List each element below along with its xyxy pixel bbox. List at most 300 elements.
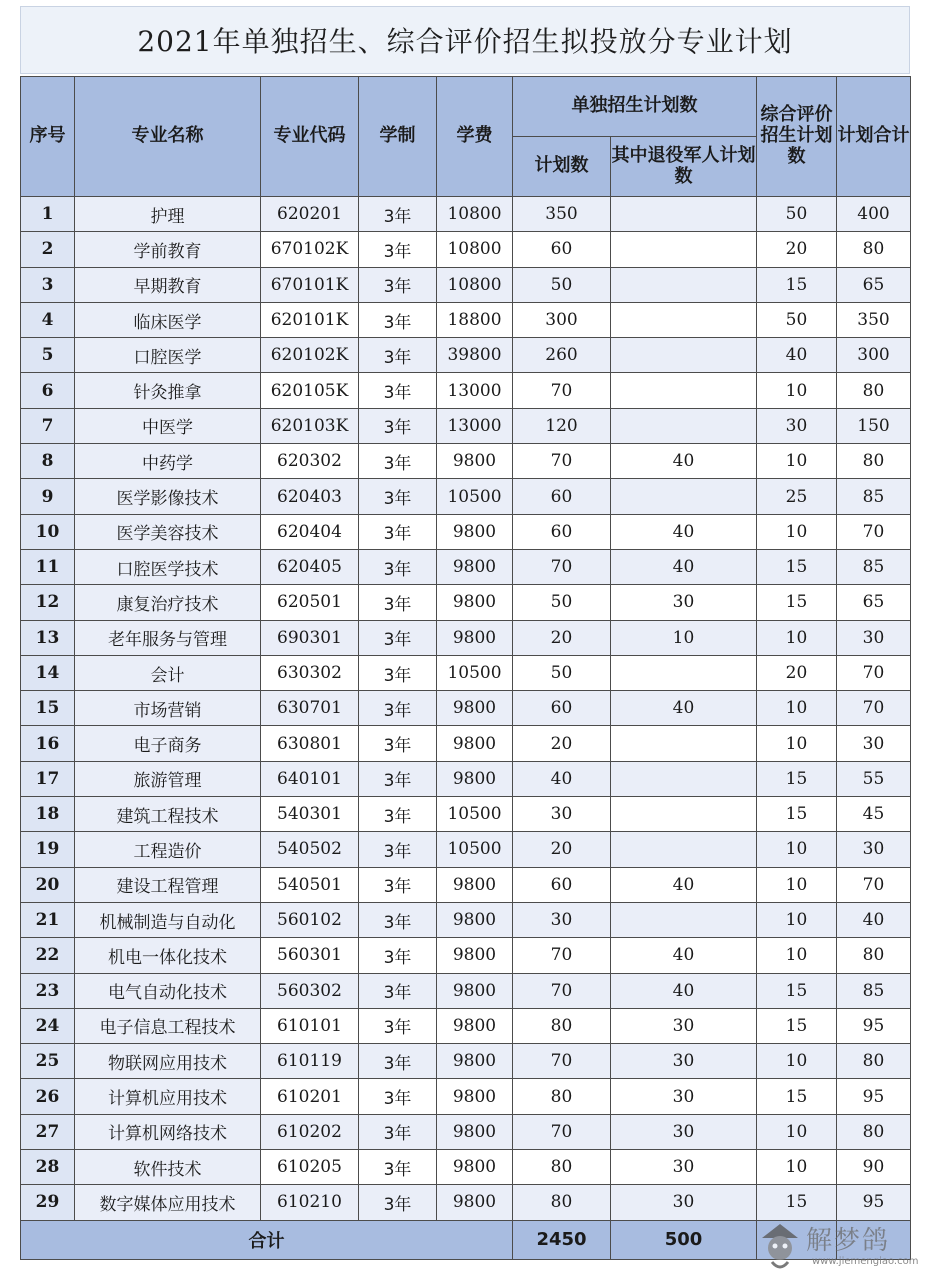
cell-comprehensive: 50 [757, 302, 837, 337]
table-row [21, 338, 911, 373]
cell-duration: 3年 [359, 1044, 437, 1079]
cell-duration: 3年 [359, 197, 437, 232]
cell-plan: 20 [513, 726, 611, 761]
cell-plan: 30 [513, 902, 611, 937]
cell-plan: 60 [513, 479, 611, 514]
cell-major-name: 工程造价 [75, 832, 261, 867]
header-veteran: 其中退役军人计划数 [611, 137, 757, 197]
cell-major-code: 620102K [261, 338, 359, 373]
cell-index: 19 [21, 832, 75, 867]
cell-duration: 3年 [359, 514, 437, 549]
cell-major-code: 620105K [261, 373, 359, 408]
cell-duration: 3年 [359, 549, 437, 584]
cell-comprehensive: 15 [757, 549, 837, 584]
header-fee: 学费 [437, 77, 513, 197]
cell-plan: 120 [513, 408, 611, 443]
cell-index: 2 [21, 232, 75, 267]
table-row [21, 1008, 911, 1043]
cell-total: 85 [837, 479, 911, 514]
cell-major-code: 610202 [261, 1114, 359, 1149]
cell-major-name: 电子商务 [75, 726, 261, 761]
cell-plan: 300 [513, 302, 611, 337]
cell-index: 28 [21, 1150, 75, 1185]
cell-major-code: 560102 [261, 902, 359, 937]
cell-major-name: 早期教育 [75, 267, 261, 302]
table-row [21, 1114, 911, 1149]
cell-fee: 10800 [437, 267, 513, 302]
cell-index: 24 [21, 1008, 75, 1043]
cell-duration: 3年 [359, 832, 437, 867]
table-row [21, 302, 911, 337]
cell-plan: 70 [513, 444, 611, 479]
cell-veteran [611, 197, 757, 232]
cell-fee: 9800 [437, 902, 513, 937]
cell-plan: 80 [513, 1008, 611, 1043]
cell-fee: 9800 [437, 867, 513, 902]
cell-veteran: 30 [611, 1079, 757, 1114]
cell-veteran [611, 726, 757, 761]
cell-plan: 40 [513, 761, 611, 796]
page-title: 2021年单独招生、综合评价招生拟投放分专业计划 [20, 6, 910, 74]
cell-veteran: 30 [611, 1185, 757, 1220]
cell-duration: 3年 [359, 938, 437, 973]
cell-fee: 10800 [437, 197, 513, 232]
cell-veteran [611, 479, 757, 514]
cell-veteran: 30 [611, 1008, 757, 1043]
cell-major-name: 医学美容技术 [75, 514, 261, 549]
header-name: 专业名称 [75, 77, 261, 197]
cell-major-name: 会计 [75, 655, 261, 690]
cell-comprehensive: 10 [757, 938, 837, 973]
cell-duration: 3年 [359, 655, 437, 690]
cell-comprehensive: 10 [757, 832, 837, 867]
cell-veteran [611, 761, 757, 796]
cell-total: 400 [837, 197, 911, 232]
cell-fee: 18800 [437, 302, 513, 337]
cell-veteran [611, 338, 757, 373]
cell-duration: 3年 [359, 1150, 437, 1185]
cell-major-name: 计算机网络技术 [75, 1114, 261, 1149]
cell-duration: 3年 [359, 479, 437, 514]
cell-index: 14 [21, 655, 75, 690]
cell-fee: 10500 [437, 479, 513, 514]
cell-comprehensive: 15 [757, 797, 837, 832]
cell-plan: 350 [513, 197, 611, 232]
footer-veteran: 500 [611, 1220, 757, 1259]
cell-veteran: 40 [611, 514, 757, 549]
cell-fee: 9800 [437, 1185, 513, 1220]
cell-fee: 9800 [437, 1044, 513, 1079]
cell-comprehensive: 10 [757, 1044, 837, 1079]
enrollment-plan-table [20, 76, 911, 1260]
cell-plan: 20 [513, 832, 611, 867]
cell-fee: 9800 [437, 691, 513, 726]
cell-total: 30 [837, 726, 911, 761]
cell-plan: 260 [513, 338, 611, 373]
cell-fee: 9800 [437, 938, 513, 973]
cell-major-name: 市场营销 [75, 691, 261, 726]
cell-major-code: 610119 [261, 1044, 359, 1079]
cell-major-code: 670101K [261, 267, 359, 302]
header-single-group: 单独招生计划数 [513, 77, 757, 137]
cell-index: 25 [21, 1044, 75, 1079]
table-row [21, 832, 911, 867]
cell-index: 29 [21, 1185, 75, 1220]
table-row [21, 444, 911, 479]
cell-veteran: 30 [611, 1114, 757, 1149]
cell-major-name: 电子信息工程技术 [75, 1008, 261, 1043]
cell-major-name: 学前教育 [75, 232, 261, 267]
cell-comprehensive: 30 [757, 408, 837, 443]
table-row [21, 620, 911, 655]
cell-veteran [611, 797, 757, 832]
cell-fee: 13000 [437, 373, 513, 408]
cell-veteran: 10 [611, 620, 757, 655]
cell-fee: 9800 [437, 585, 513, 620]
cell-plan: 80 [513, 1079, 611, 1114]
cell-total: 85 [837, 973, 911, 1008]
cell-veteran: 40 [611, 938, 757, 973]
cell-major-code: 620101K [261, 302, 359, 337]
cell-major-name: 中医学 [75, 408, 261, 443]
cell-comprehensive: 10 [757, 1114, 837, 1149]
cell-index: 27 [21, 1114, 75, 1149]
cell-major-code: 610210 [261, 1185, 359, 1220]
table-row [21, 1185, 911, 1220]
cell-comprehensive: 15 [757, 1079, 837, 1114]
cell-major-code: 540501 [261, 867, 359, 902]
cell-major-code: 620501 [261, 585, 359, 620]
table-row [21, 973, 911, 1008]
cell-comprehensive: 25 [757, 479, 837, 514]
cell-plan: 70 [513, 973, 611, 1008]
cell-total: 80 [837, 232, 911, 267]
cell-total: 80 [837, 444, 911, 479]
cell-major-code: 690301 [261, 620, 359, 655]
cell-total: 95 [837, 1185, 911, 1220]
cell-major-code: 620403 [261, 479, 359, 514]
cell-veteran: 30 [611, 585, 757, 620]
cell-major-name: 针灸推拿 [75, 373, 261, 408]
cell-major-code: 610201 [261, 1079, 359, 1114]
cell-veteran [611, 267, 757, 302]
cell-duration: 3年 [359, 338, 437, 373]
cell-veteran: 40 [611, 691, 757, 726]
cell-total: 70 [837, 655, 911, 690]
cell-veteran [611, 373, 757, 408]
cell-veteran [611, 302, 757, 337]
cell-plan: 70 [513, 373, 611, 408]
cell-index: 17 [21, 761, 75, 796]
cell-comprehensive: 50 [757, 197, 837, 232]
table-row [21, 867, 911, 902]
cell-total: 80 [837, 1114, 911, 1149]
cell-comprehensive: 10 [757, 1150, 837, 1185]
cell-plan: 70 [513, 549, 611, 584]
cell-comprehensive: 20 [757, 232, 837, 267]
cell-total: 30 [837, 620, 911, 655]
cell-comprehensive: 10 [757, 691, 837, 726]
cell-veteran [611, 408, 757, 443]
cell-total: 70 [837, 867, 911, 902]
cell-index: 11 [21, 549, 75, 584]
cell-major-name: 建设工程管理 [75, 867, 261, 902]
cell-total: 90 [837, 1150, 911, 1185]
cell-major-code: 630801 [261, 726, 359, 761]
cell-major-code: 620302 [261, 444, 359, 479]
table-row [21, 232, 911, 267]
cell-duration: 3年 [359, 232, 437, 267]
cell-duration: 3年 [359, 973, 437, 1008]
cell-index: 3 [21, 267, 75, 302]
watermark-url: www.jiemengiao.com [812, 1256, 919, 1267]
table-row [21, 514, 911, 549]
table-row [21, 267, 911, 302]
cell-comprehensive: 15 [757, 973, 837, 1008]
cell-index: 13 [21, 620, 75, 655]
cell-comprehensive: 10 [757, 867, 837, 902]
cell-index: 20 [21, 867, 75, 902]
cell-comprehensive: 15 [757, 761, 837, 796]
cell-index: 1 [21, 197, 75, 232]
cell-veteran: 40 [611, 973, 757, 1008]
cell-major-name: 口腔医学 [75, 338, 261, 373]
cell-duration: 3年 [359, 726, 437, 761]
cell-duration: 3年 [359, 444, 437, 479]
cell-index: 21 [21, 902, 75, 937]
cell-comprehensive: 15 [757, 1185, 837, 1220]
cell-duration: 3年 [359, 1079, 437, 1114]
cell-major-code: 620103K [261, 408, 359, 443]
cell-major-name: 中药学 [75, 444, 261, 479]
table-row [21, 197, 911, 232]
cell-fee: 9800 [437, 973, 513, 1008]
table-row [21, 1044, 911, 1079]
cell-major-code: 630302 [261, 655, 359, 690]
table-row [21, 902, 911, 937]
cell-major-code: 620404 [261, 514, 359, 549]
cell-total: 80 [837, 1044, 911, 1079]
cell-total: 150 [837, 408, 911, 443]
cell-major-code: 560302 [261, 973, 359, 1008]
cell-comprehensive: 10 [757, 726, 837, 761]
cell-fee: 39800 [437, 338, 513, 373]
cell-duration: 3年 [359, 902, 437, 937]
cell-comprehensive: 15 [757, 267, 837, 302]
cell-total: 80 [837, 938, 911, 973]
cell-veteran: 30 [611, 1044, 757, 1079]
cell-plan: 60 [513, 232, 611, 267]
cell-fee: 9800 [437, 726, 513, 761]
footer-comp [757, 1220, 837, 1259]
cell-fee: 9800 [437, 549, 513, 584]
cell-total: 95 [837, 1008, 911, 1043]
table-row [21, 373, 911, 408]
cell-major-name: 软件技术 [75, 1150, 261, 1185]
cell-index: 22 [21, 938, 75, 973]
cell-plan: 60 [513, 514, 611, 549]
cell-comprehensive: 10 [757, 902, 837, 937]
cell-major-name: 康复治疗技术 [75, 585, 261, 620]
cell-major-name: 医学影像技术 [75, 479, 261, 514]
cell-plan: 30 [513, 797, 611, 832]
cell-total: 70 [837, 514, 911, 549]
table-row [21, 479, 911, 514]
cell-total: 80 [837, 373, 911, 408]
cell-total: 65 [837, 585, 911, 620]
cell-index: 12 [21, 585, 75, 620]
footer-total [837, 1220, 911, 1259]
cell-plan: 20 [513, 620, 611, 655]
cell-total: 70 [837, 691, 911, 726]
cell-index: 15 [21, 691, 75, 726]
cell-comprehensive: 20 [757, 655, 837, 690]
cell-veteran: 30 [611, 1150, 757, 1185]
cell-fee: 10500 [437, 655, 513, 690]
cell-comprehensive: 10 [757, 373, 837, 408]
cell-major-code: 640101 [261, 761, 359, 796]
table-row [21, 585, 911, 620]
cell-fee: 10500 [437, 797, 513, 832]
cell-veteran [611, 902, 757, 937]
cell-major-name: 机电一体化技术 [75, 938, 261, 973]
header-idx: 序号 [21, 77, 75, 197]
cell-plan: 70 [513, 1114, 611, 1149]
table-row [21, 938, 911, 973]
cell-total: 95 [837, 1079, 911, 1114]
cell-duration: 3年 [359, 867, 437, 902]
cell-total: 30 [837, 832, 911, 867]
cell-comprehensive: 10 [757, 514, 837, 549]
cell-major-code: 670102K [261, 232, 359, 267]
cell-major-code: 630701 [261, 691, 359, 726]
cell-major-name: 电气自动化技术 [75, 973, 261, 1008]
cell-duration: 3年 [359, 1114, 437, 1149]
cell-fee: 9800 [437, 514, 513, 549]
cell-index: 7 [21, 408, 75, 443]
cell-total: 65 [837, 267, 911, 302]
cell-index: 6 [21, 373, 75, 408]
table-body [21, 197, 911, 1221]
header-total: 计划合计 [837, 77, 911, 197]
cell-index: 26 [21, 1079, 75, 1114]
cell-index: 18 [21, 797, 75, 832]
cell-duration: 3年 [359, 620, 437, 655]
cell-duration: 3年 [359, 1185, 437, 1220]
cell-comprehensive: 15 [757, 585, 837, 620]
cell-comprehensive: 40 [757, 338, 837, 373]
cell-major-code: 610205 [261, 1150, 359, 1185]
table-row [21, 797, 911, 832]
header-duration: 学制 [359, 77, 437, 197]
cell-duration: 3年 [359, 408, 437, 443]
cell-veteran [611, 832, 757, 867]
cell-veteran [611, 232, 757, 267]
table-row [21, 691, 911, 726]
cell-duration: 3年 [359, 761, 437, 796]
cell-index: 23 [21, 973, 75, 1008]
cell-index: 10 [21, 514, 75, 549]
cell-total: 300 [837, 338, 911, 373]
table-row [21, 549, 911, 584]
footer-plan: 2450 [513, 1220, 611, 1259]
cell-fee: 9800 [437, 620, 513, 655]
cell-index: 5 [21, 338, 75, 373]
cell-fee: 9800 [437, 444, 513, 479]
table-row [21, 408, 911, 443]
cell-major-name: 计算机应用技术 [75, 1079, 261, 1114]
header-plan: 计划数 [513, 137, 611, 197]
cell-fee: 9800 [437, 1114, 513, 1149]
table-row [21, 1079, 911, 1114]
cell-duration: 3年 [359, 585, 437, 620]
cell-total: 85 [837, 549, 911, 584]
cell-major-code: 610101 [261, 1008, 359, 1043]
cell-major-name: 老年服务与管理 [75, 620, 261, 655]
cell-major-code: 620201 [261, 197, 359, 232]
cell-fee: 10500 [437, 832, 513, 867]
cell-major-name: 护理 [75, 197, 261, 232]
cell-duration: 3年 [359, 797, 437, 832]
cell-major-name: 机械制造与自动化 [75, 902, 261, 937]
cell-plan: 70 [513, 938, 611, 973]
footer-label: 合计 [21, 1220, 513, 1259]
cell-major-name: 口腔医学技术 [75, 549, 261, 584]
table-row [21, 655, 911, 690]
cell-comprehensive: 10 [757, 620, 837, 655]
table-row [21, 726, 911, 761]
cell-plan: 60 [513, 691, 611, 726]
cell-comprehensive: 15 [757, 1008, 837, 1043]
cell-fee: 9800 [437, 761, 513, 796]
cell-plan: 60 [513, 867, 611, 902]
cell-comprehensive: 10 [757, 444, 837, 479]
cell-duration: 3年 [359, 302, 437, 337]
cell-fee: 13000 [437, 408, 513, 443]
cell-major-name: 旅游管理 [75, 761, 261, 796]
cell-major-code: 540502 [261, 832, 359, 867]
cell-veteran: 40 [611, 549, 757, 584]
cell-total: 55 [837, 761, 911, 796]
header-comprehensive: 综合评价招生计划数 [757, 77, 837, 197]
cell-major-code: 620405 [261, 549, 359, 584]
cell-fee: 9800 [437, 1079, 513, 1114]
cell-veteran: 40 [611, 444, 757, 479]
cell-major-name: 物联网应用技术 [75, 1044, 261, 1079]
cell-duration: 3年 [359, 373, 437, 408]
table-row [21, 1150, 911, 1185]
table-row [21, 761, 911, 796]
cell-fee: 9800 [437, 1008, 513, 1043]
cell-major-code: 540301 [261, 797, 359, 832]
watermark-text: 解梦鸽 [806, 1226, 891, 1256]
cell-veteran [611, 655, 757, 690]
cell-plan: 80 [513, 1185, 611, 1220]
header-code: 专业代码 [261, 77, 359, 197]
cell-index: 16 [21, 726, 75, 761]
cell-veteran: 40 [611, 867, 757, 902]
cell-index: 8 [21, 444, 75, 479]
cell-major-code: 560301 [261, 938, 359, 973]
cell-plan: 50 [513, 655, 611, 690]
cell-plan: 50 [513, 585, 611, 620]
cell-duration: 3年 [359, 267, 437, 302]
cell-index: 4 [21, 302, 75, 337]
cell-major-name: 建筑工程技术 [75, 797, 261, 832]
cell-duration: 3年 [359, 691, 437, 726]
cell-total: 40 [837, 902, 911, 937]
cell-major-name: 临床医学 [75, 302, 261, 337]
